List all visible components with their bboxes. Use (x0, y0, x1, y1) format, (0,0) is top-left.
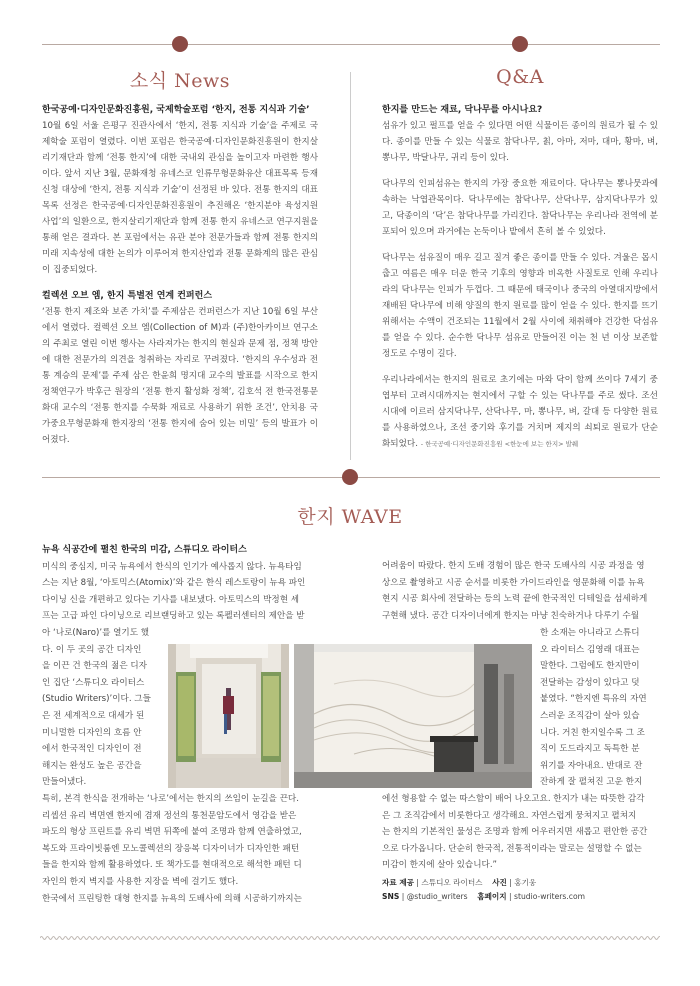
wave-right-line-2: 상으로 촬영하고 시공 순서를 비롯한 가이드라인을 영문화해 이를 뉴욕 (382, 577, 645, 588)
credit-home-value: studio-writers.com (514, 892, 586, 901)
qa-paragraph-1: 섬유가 있고 펄프를 얻을 수 있다면 어떤 식물이든 종이의 원료가 될 수 있다. 종이를 만들 수 있는 식물로 참닥나무, 칡, 아마, 저마, 대마, 황마, 벼, 뽕나무, 박달나무, 귀리 등이 있다. (382, 121, 658, 163)
wave-left-wrap-line: 을 이끈 건 한국의 젊은 디자 (42, 661, 147, 672)
interior-photo-right-art (294, 644, 532, 788)
wave-right-after-line: 은 그 조직감에서 비롯한다고 생각해요. 자연스럽게 뭉쳐지고 펼쳐지 (382, 810, 637, 821)
top-right-dot (512, 36, 528, 52)
wave-right-wrap-line: 오 라이터스 김영래 대표는 (540, 644, 640, 655)
interior-photo-right (294, 644, 532, 788)
wave-left-wrap-line: 은 전 세계적으로 대세가 된 (42, 710, 145, 721)
news-column (42, 102, 318, 456)
wave-right-line-4: 구현해 냈다. 공간 디자이너에게 한지는 마냥 친숙하거나 다루기 수월 (382, 610, 640, 621)
wave-right-after-line: 미감이 한지에 살아 있습니다.” (382, 860, 497, 871)
wave-left-wrap-line: 아 ‘나로(Naro)’를 열기도 했 (42, 628, 150, 638)
wave-right-line-1: 어려움이 따랐다. 한지 도배 경험이 많은 한국 도배사의 시공 과정을 영 (382, 561, 645, 571)
credit-sns-value: @studio_writers (406, 892, 468, 901)
news-headline-1: 한국공예·디자인문화진흥원, 국제학술포럼 ‘한지, 전통 지식과 기술’ (42, 105, 310, 115)
wave-right-wrap-line: 직이 도드라지고 독특한 분 (540, 744, 640, 755)
qa-question: 한지를 만드는 재료, 닥나무를 아시나요? (382, 105, 543, 115)
qa-paragraph-4: 우리나라에서는 한지의 원료로 초기에는 마와 닥이 함께 쓰이다 7세기 중엽부터 고려시대까지는 현지에서 구할 수 있는 닥나무를 주로 썼다. 조선시대에 이르러 삼지닥나무, 산닥나무, 마, 뽕나무, 벼, 갈대 등 다양한 원료를 사용하였으나, 조선 중기와 후기를 거치며 제지의 쇠퇴로 원료가 단순화되었다. (382, 375, 658, 449)
wave-right-wrap-line: 잔하게 잘 펼쳐진 고운 한지 (540, 777, 643, 788)
wave-right-wrap-line: 위기를 자아내요. 반대로 잔 (540, 760, 643, 771)
wave-right-wrap-line: 말한다. 그럼에도 한지만이 (540, 661, 640, 672)
wave-left-line-2: 스는 지난 8월, ‘아토믹스(Atomix)’와 같은 한식 레스토랑이 뉴욕 파인 (42, 578, 306, 589)
wave-left-wrap-line: 인 집단 ‘스튜디오 라이터스 (42, 677, 145, 688)
news-headline-2: 컬렉션 오브 엠, 한지 특별전 연계 컨퍼런스 (42, 291, 213, 301)
wave-left-after-line: 복도와 프라이빗룸엔 모노콜렉션의 장응복 디자이너가 디자인한 패턴 (42, 843, 300, 854)
wave-left-after-line: 리셉션 유리 벽면엔 한지에 겸재 정선의 통천문암도에서 영감을 받은 (42, 810, 297, 821)
wave-right-wrap-line: 니다. 거친 한지일수록 그 조 (540, 727, 645, 738)
news-body-1: 10월 6일 서울 은평구 진관사에서 ‘한지, 전통 지식과 기술’을 주제로 국제학술 포럼이 열렸다. 이번 포럼은 한국공예·디자인문화진흥원이 한지살리기재단과 함께 ‘전통 한지’에 대한 국내외 관심을 높이고자 마련한 행사이다. 앞서 지난 3월, 문화재청 유네스코 인류무형문화유산 대표목록 등재 신청 대상에 ‘한지, 전통 지식과 기술’이 선정된 바 있다. 전통 한지의 대표목록 선정은 한국공예·디자인문화진흥원이 추진해온 ‘한지분야 육성지원 사업’의 일환으로, 한지살리기재단과 함께 전통 한지 유네스코 연구지원을 통해 얻은 결과다. 본 포럼에서는 유관 분야 전문가들과 함께 전통 한지의 미래 지속성에 대한 논의가 이루어져 한지산업과 전통 문화계의 많은 관심이 집중되었다. (42, 121, 318, 275)
credit-photo-label: 사진 (492, 878, 507, 887)
news-body-2: ‘전통 한지 제조와 보존 가치’를 주제삼은 컨퍼런스가 지난 10월 6일 부산에서 열렸다. 컬렉션 오브 엠(Collection of M)과 (주)한아카이브 연구소의 주최로 열린 이번 행사는 사라져가는 한지의 현실과 문제 점, 정책 방안에 대한 전문가의 의견을 청취하는 자리로 꾸려졌다. ‘한지의 우수성과 전통 계승의 문제’를 주제 삼은 한윤희 명지대 교수의 발표를 시작으로 한지정책연구가 박후근 원장의 ‘전통 한지 활성화 정책’, 김호석 전 한국전통문화대 교수의 ‘전통 한지를 수묵화 재료로 사용하기 위한 조건’, 안치용 국가중요무형문화재 한지장의 ‘전통 한지에 숨어 있는 비밀’ 등의 발표가 이어졌다. (42, 307, 318, 445)
wave-left-wrap-line: 다. 이 두 곳의 공간 디자인 (42, 644, 142, 655)
credit-source-label: 자료 제공 (382, 878, 414, 887)
wave-right-wrap-line: 전달하는 감성이 있다고 덧 (540, 677, 640, 688)
wave-left-top (42, 542, 318, 625)
wave-credits: 자료 제공 | 스튜디오 라이터스 사진 | 홍기웅 SNS | @studio_writers 홈페이지 | studio-writers.com (382, 878, 586, 901)
wave-right-after-line: 에선 형용할 수 없는 따스함이 배어 나오고요. 한지가 내는 따뜻한 감각 (382, 794, 645, 804)
wave-left-after-line: 파도의 형상 프린트를 유리 벽면 뒤쪽에 붙여 조명과 함께 연출하였고, (42, 827, 302, 838)
qa-source-note: - 한국공예·디자인문화진흥원 <한눈에 보는 한지> 발췌 (420, 440, 579, 448)
top-left-dot (172, 36, 188, 52)
top-rule (42, 44, 660, 45)
bottom-wavy-divider (40, 934, 660, 942)
wave-right-line-3: 현지 시공 회사에 전달하는 등의 노력 끝에 한국적인 디테일을 섬세하게 (382, 594, 648, 605)
wave-right-wrap (540, 625, 658, 791)
wave-left-after-line: 자인의 한지 벽지를 사용한 지장을 벽에 걸기도 했다. (42, 876, 239, 887)
wave-right-wrap-line: 한 소재는 아니라고 스튜디 (540, 628, 640, 638)
credit-photo-value: 홍기웅 (514, 878, 537, 887)
wave-right-after-line: 으로 다가옵니다. 단순히 한국적, 전통적이라는 말로는 설명할 수 없는 (382, 843, 642, 854)
wave-left-wrap-line: (Studio Writers)’이다. 그들 (42, 694, 151, 705)
interior-photo-left (168, 644, 289, 788)
wave-left-line-3: 다이닝 신을 개편하고 있다는 기사를 내보냈다. 아토믹스의 박정현 셰 (42, 594, 300, 605)
wave-left-wrap-line: 해지는 완성도 높은 공간을 (42, 760, 142, 771)
wave-left-wrap-line: 미니멀한 디자인의 흐름 안 (42, 727, 142, 738)
wave-left-line-4: 프는 고급 파인 다이닝으로 리브랜딩하고 있는 록펠러센터의 제안을 받 (42, 611, 305, 622)
wave-right-after-line: 는 한지의 기본적인 물성은 조명과 함께 어우러지면 새롭고 편안한 공간 (382, 827, 648, 838)
wave-left-wrap (42, 625, 164, 791)
qa-paragraph-2: 닥나무의 인피섬유는 한지의 가장 중요한 재료이다. 닥나무는 뽕나뭇과에 속하는 낙엽관목이다. 닥나무에는 참닥나무, 산닥나무, 삼지닥나무가 있고, 닥종이의 ‘닥’은 참닥나무를 가리킨다. 참닥나무는 우리나라 전역에 분포되어 있으며 과거에는 논둑이나 밭에서 흔히 볼 수 있었다. (382, 179, 658, 237)
wave-right-bottom (382, 791, 658, 874)
news-section-title: 소식 News (129, 70, 231, 92)
middle-dot (342, 469, 358, 485)
credit-source-value: 스튜디오 라이터스 (421, 878, 483, 887)
wave-left-line-1: 미식의 중심지, 미국 뉴욕에서 한식의 인기가 예사롭지 않다. 뉴욕타임 (42, 561, 302, 572)
qa-paragraph-3: 닥나무는 섬유질이 매우 길고 질겨 좋은 종이를 만들 수 있다. 겨울은 몹시 춥고 여름은 매우 더운 한국 기후의 영향과 비옥한 사질토로 인해 우리나라의 닥나무는 인피가 두껍다. 그 때문에 태국이나 중국의 아열대지방에서 재배된 닥나무에 비해 양질의 한지 원료를 많이 얻을 수 있다. 한지를 뜨기 위해서는 수액이 건조되는 11월에서 2월 사이에 채취해야 건강한 닥섬유를 얻을 수 있다. 순수한 닥나무 섬유로 만들어진 이는 천 년 이상 보존할 정도로 수명이 길다. (382, 253, 658, 359)
wave-section-title: 한지 WAVE (297, 506, 403, 528)
wave-left-bottom (42, 791, 318, 907)
column-divider (350, 72, 351, 460)
wave-left-after-line: 특히, 본격 한식을 전개하는 ‘나로’에서는 한지의 쓰임이 눈길을 끈다. (42, 794, 299, 804)
credit-sns-label: SNS (382, 892, 400, 901)
wave-right-wrap-line: 붙였다. “한지엔 특유의 자연 (540, 694, 647, 705)
credit-home-label: 홈페이지 (477, 892, 507, 901)
wave-right-top (382, 558, 658, 624)
wave-left-after-line: 들을 한지와 함께 활용하였다. 또 책가도를 현대적으로 해석한 패턴 디 (42, 860, 302, 871)
qa-section-title: Q&A (496, 66, 544, 88)
qa-column (382, 102, 658, 452)
wave-left-after-line: 한국에서 프린팅한 대형 한지를 뉴욕의 도배사에 의해 시공하기까지는 (42, 893, 302, 904)
interior-photo-left-art (168, 644, 289, 788)
wave-headline: 뉴욕 식공간에 펼친 한국의 미감, 스튜디오 라이터스 (42, 545, 247, 555)
wave-right-wrap-line: 스러운 조직감이 살아 있습 (540, 710, 640, 721)
wave-left-wrap-line: 만들어냈다. (42, 777, 87, 788)
wave-left-wrap-line: 에서 한국적인 디자인이 전 (42, 744, 142, 755)
